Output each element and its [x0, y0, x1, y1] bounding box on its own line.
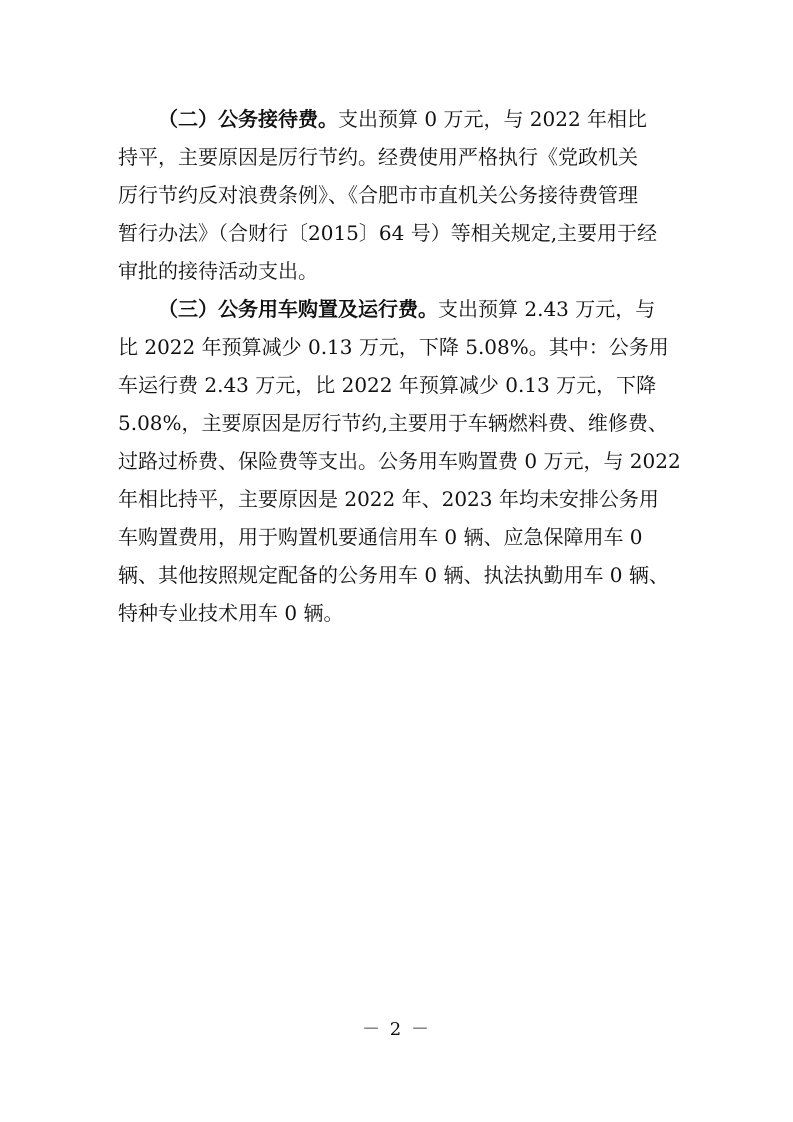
- paragraph-line: （二）公务接待费。支出预算 0 万元，与 2022 年相比: [158, 107, 648, 131]
- paragraph-line: 特种专业技术用车 0 辆。: [118, 601, 344, 625]
- paragraph-line: 暂行办法》（合财行〔2015〕64 号）等相关规定,主要用于经: [118, 221, 658, 245]
- paragraph-line: 车购置费用，用于购置机要通信用车 0 辆、应急保障用车 0: [118, 525, 643, 549]
- paragraph-line: 辆、其他按照规定配备的公务用车 0 辆、执法执勤用车 0 辆、: [118, 563, 669, 587]
- paragraph-line: 5.08%，主要原因是厉行节约,主要用于车辆燃料费、维修费、: [118, 411, 668, 435]
- paragraph-line: 过路过桥费、保险费等支出。公务用车购置费 0 万元，与 2022: [118, 449, 681, 473]
- section-heading: （二）公务接待费。: [158, 107, 338, 131]
- paragraph-line: 厉行节约反对浪费条例》、《合肥市市直机关公务接待费管理: [118, 183, 638, 207]
- section-heading: （三）公务用车购置及运行费。: [158, 297, 438, 321]
- page-number: － 2 －: [362, 1019, 431, 1040]
- paragraph-line: 审批的接待活动支出。: [118, 259, 318, 283]
- paragraph-line: 持平，主要原因是厉行节约。经费使用严格执行《党政机关: [118, 145, 638, 169]
- body-text: [118, 100, 681, 632]
- paragraph-vehicle-expenses: [118, 290, 681, 632]
- paragraph-line: （三）公务用车购置及运行费。支出预算 2.43 万元，与: [158, 297, 656, 321]
- paragraph-line: 比 2022 年预算减少 0.13 万元，下降 5.08%。其中：公务用: [118, 335, 669, 359]
- paragraph-line: 年相比持平，主要原因是 2022 年、2023 年均未安排公务用: [118, 487, 659, 511]
- paragraph-reception-expenses: [118, 100, 678, 290]
- paragraph-line: 车运行费 2.43 万元，比 2022 年预算减少 0.13 万元，下降: [118, 373, 657, 397]
